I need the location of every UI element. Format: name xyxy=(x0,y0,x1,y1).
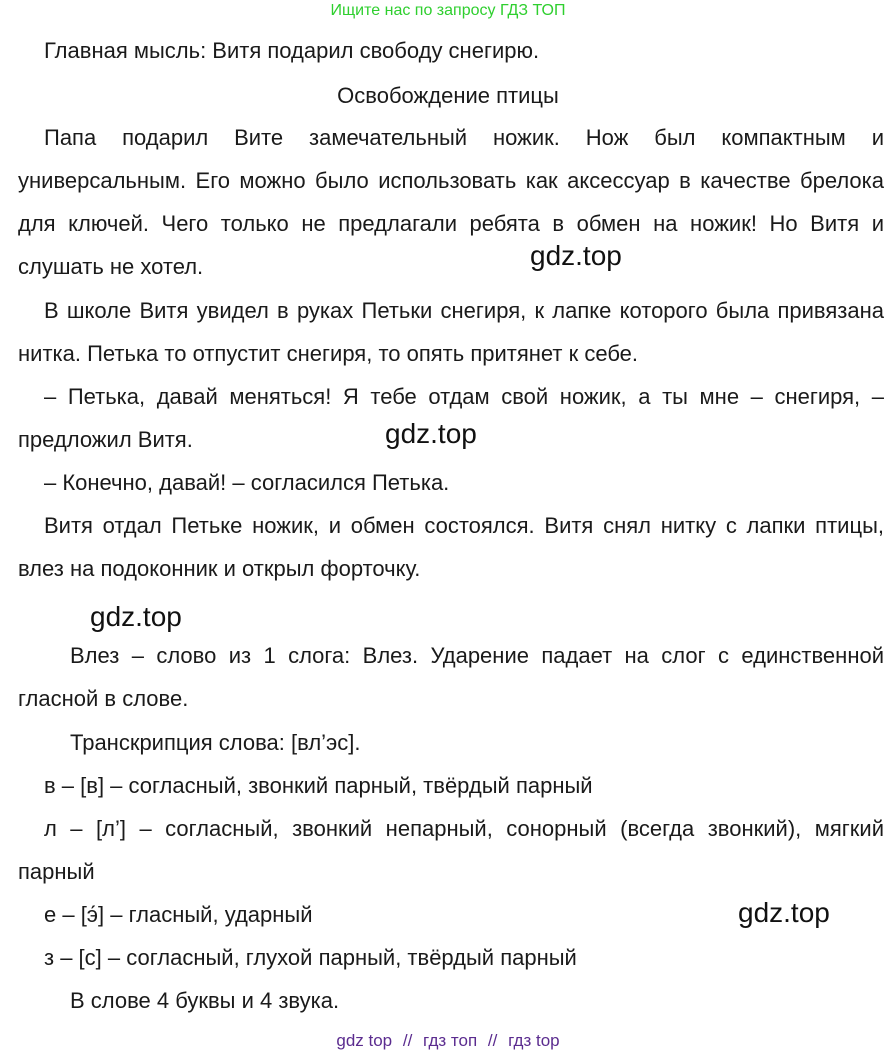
paragraph-2: В школе Витя увидел в руках Петьки снегиря, к лапке которого была привязана нитка. Петька то отпустит снегиря, то опять притянет к себе. xyxy=(18,298,884,366)
story-title: Освобождение птицы xyxy=(337,83,559,108)
watermark: gdz.top xyxy=(385,418,477,449)
footer-link-gdz-top-ru[interactable]: гдз топ xyxy=(423,1031,478,1050)
main-idea: Главная мысль: Витя подарил свободу снегирю. xyxy=(44,38,540,63)
transcription: Транскрипция слова: [вл’эс]. xyxy=(70,730,361,755)
letter-analysis-1: в – [в] – согласный, звонкий парный, твёрдый парный xyxy=(44,773,593,798)
footer-link-gdz-top[interactable]: gdz top xyxy=(336,1031,393,1050)
paragraph-1: Папа подарил Вите замечательный ножик. Нож был компактным и универсальным. Его можно было использовать как аксессуар в качестве брелока для ключей. Чего только не предлагали ребята в обмен на ножик! Но Витя и слушать не хотел. xyxy=(18,125,884,279)
watermark: gdz.top xyxy=(90,601,182,632)
paragraph-5: Витя отдал Петьке ножик, и обмен состоялся. Витя снял нитку с лапки птицы, влез на подоконник и открыл форточку. xyxy=(18,513,884,581)
watermark: gdz.top xyxy=(530,240,622,271)
summary: В слове 4 буквы и 4 звука. xyxy=(70,988,340,1013)
letter-analysis-3: е – [э́] – гласный, ударный xyxy=(44,902,313,927)
letter-analysis-4: з – [с] – согласный, глухой парный, твёрдый парный xyxy=(44,945,577,970)
watermark: gdz.top xyxy=(738,897,830,928)
paragraph-4: – Конечно, давай! – согласился Петька. xyxy=(44,470,450,495)
top-banner: Ищите нас по запросу ГДЗ ТОП xyxy=(330,2,566,19)
paragraph-3: – Петька, давай меняться! Я тебе отдам свой ножик, а ты мне – снегиря, – предложил Витя. xyxy=(18,384,884,452)
footer-link-gdz-top-mixed[interactable]: гдз top xyxy=(508,1031,560,1050)
footer-separator: // xyxy=(487,1031,498,1050)
letter-analysis-2: л – [л’] – согласный, звонкий непарный, сонорный (всегда звонкий), мягкий парный xyxy=(18,816,884,884)
syllable-analysis: Влез – слово из 1 слога: Влез. Ударение падает на слог с единственной гласной в слове. xyxy=(18,643,884,711)
footer-separator: // xyxy=(402,1031,413,1050)
footer-links xyxy=(0,1031,896,1051)
